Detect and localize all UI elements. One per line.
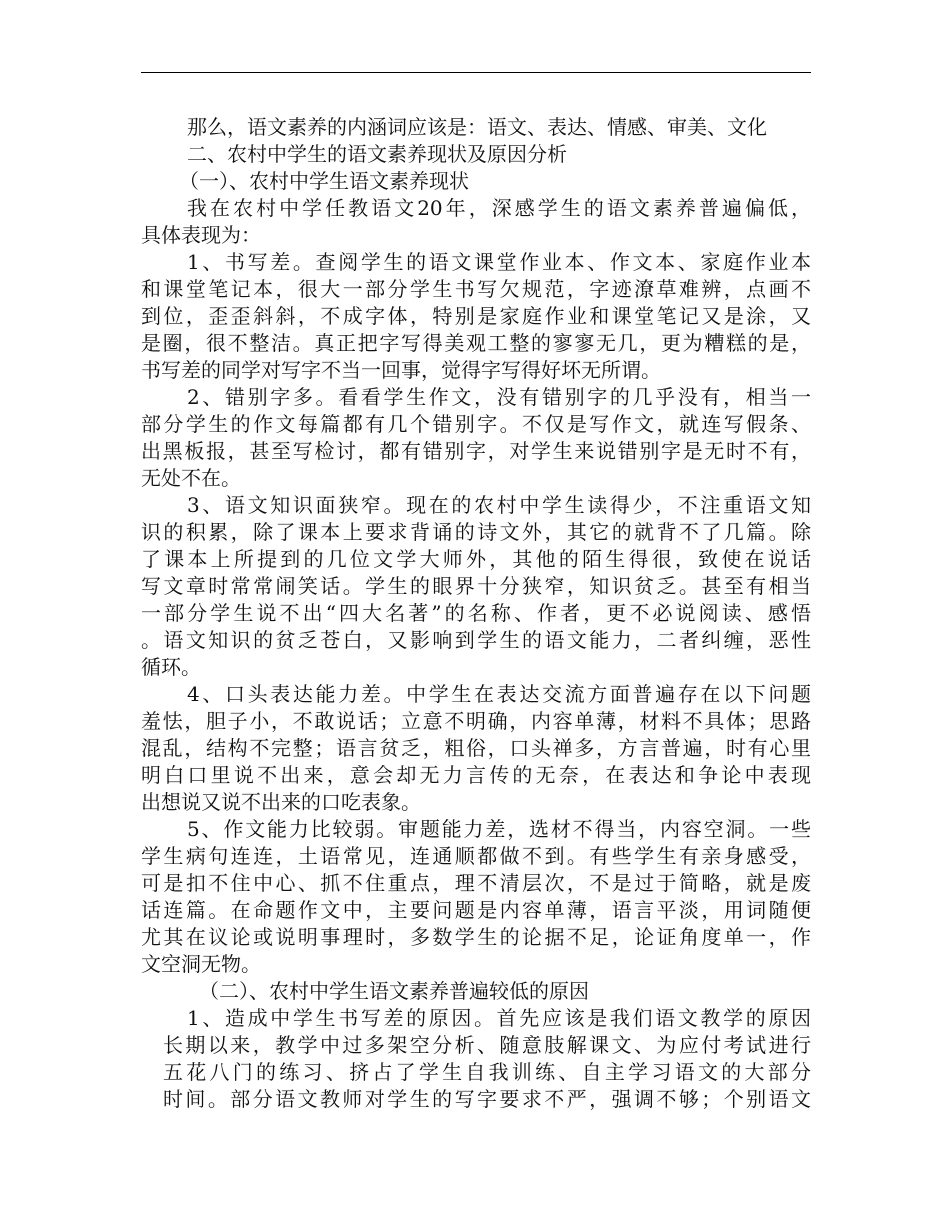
text-line: 文空洞无物。 (141, 952, 261, 976)
text-line: 出想说又说不出来的口吃表象。 (141, 790, 421, 814)
text-line: 5、作文能力比较弱。审题能力差，选材不得当，内容空洞。一些 (187, 817, 811, 841)
document-body (141, 114, 811, 1113)
text-line: 写文章时常常闹笑话。学生的眼界十分狭窄，知识贫乏。甚至有相当 (141, 574, 811, 598)
text-line: 五花八门的练习、挤占了学生自我训练、自主学习语文的大部分 (163, 1060, 811, 1084)
text-line: 和课堂笔记本，很大一部分学生书写欠规范，字迹潦草难辨，点画不 (141, 277, 811, 301)
text-line: 明白口里说不出来，意会却无力言传的无奈，在表达和争论中表现 (141, 763, 811, 787)
text-line: 具体表现为： (141, 223, 261, 247)
text-line: 无处不在。 (141, 466, 241, 490)
header-rule (141, 72, 811, 73)
text-line: 识的积累，除了课本上要求背诵的诗文外，其它的就背不了几篇。除 (141, 520, 811, 544)
text-line: 1、造成中学生书写差的原因。首先应该是我们语文教学的原因 (187, 1006, 811, 1030)
text-line: 羞怯，胆子小，不敢说话；立意不明确，内容单薄，材料不具体；思路 (141, 709, 811, 733)
text-line: 到位，歪歪斜斜，不成字体，特别是家庭作业和课堂笔记又是涂，又 (141, 304, 811, 328)
text-line: 那么，语文素养的内涵词应该是：语文、表达、情感、审美、文化 (187, 115, 767, 139)
text-line: 1、书写差。查阅学生的语文课堂作业本、作文本、家庭作业本 (187, 250, 811, 274)
text-line: 长期以来，教学中过多架空分析、随意肢解课文、为应付考试进行 (163, 1033, 811, 1057)
text-line: 3、语文知识面狭窄。现在的农村中学生读得少，不注重语文知 (187, 493, 811, 517)
text-line: 是圈，很不整洁。真正把字写得美观工整的寥寥无几，更为糟糕的是， (141, 331, 811, 355)
text-line: 部分学生的作文每篇都有几个错别字。不仅是写作文，就连写假条、 (141, 412, 811, 436)
text-line: 尤其在议论或说明事理时，多数学生的论据不足，论证角度单一，作 (141, 925, 811, 949)
text-line: 混乱，结构不完整；语言贫乏，粗俗，口头禅多，方言普遍，时有心里 (141, 736, 811, 760)
text-line: 可是扣不住中心、抓不住重点，理不清层次，不是过于简略，就是废 (141, 871, 811, 895)
text-line: 4、口头表达能力差。中学生在表达交流方面普遍存在以下问题 (187, 682, 811, 706)
text-line: 。语文知识的贫乏苍白，又影响到学生的语文能力，二者纠缠，恶性 (141, 628, 811, 652)
text-line: 一部分学生说不出“四大名著”的名称、作者，更不必说阅读、感悟 (141, 601, 811, 625)
text-line: 我在农村中学任教语文20年，深感学生的语文素养普遍偏低， (187, 196, 811, 220)
text-line: 出黑板报，甚至写检讨，都有错别字，对学生来说错别字是无时不有， (141, 439, 811, 463)
text-line: 书写差的同学对写字不当一回事，觉得字写得好坏无所谓。 (141, 358, 661, 382)
text-line: 学生病句连连，土语常见，连通顺都做不到。有些学生有亲身感受， (141, 844, 811, 868)
text-line: 2、错别字多。看看学生作文，没有错别字的几乎没有，相当一 (187, 385, 811, 409)
text-line: 了课本上所提到的几位文学大师外，其他的陌生得很，致使在说话 (141, 547, 811, 571)
text-line: （一）、农村中学生语文素养现状 (179, 169, 469, 193)
text-line: 话连篇。在命题作文中，主要问题是内容单薄，语言平淡，用词随便 (141, 898, 811, 922)
text-line: （二）、农村中学生语文素养普遍较低的原因 (199, 979, 589, 1003)
text-line: 二、农村中学生的语文素养现状及原因分析 (187, 142, 567, 166)
text-line: 循环。 (141, 655, 201, 679)
text-line: 时间。部分语文教师对学生的写字要求不严，强调不够；个别语文 (163, 1087, 811, 1111)
